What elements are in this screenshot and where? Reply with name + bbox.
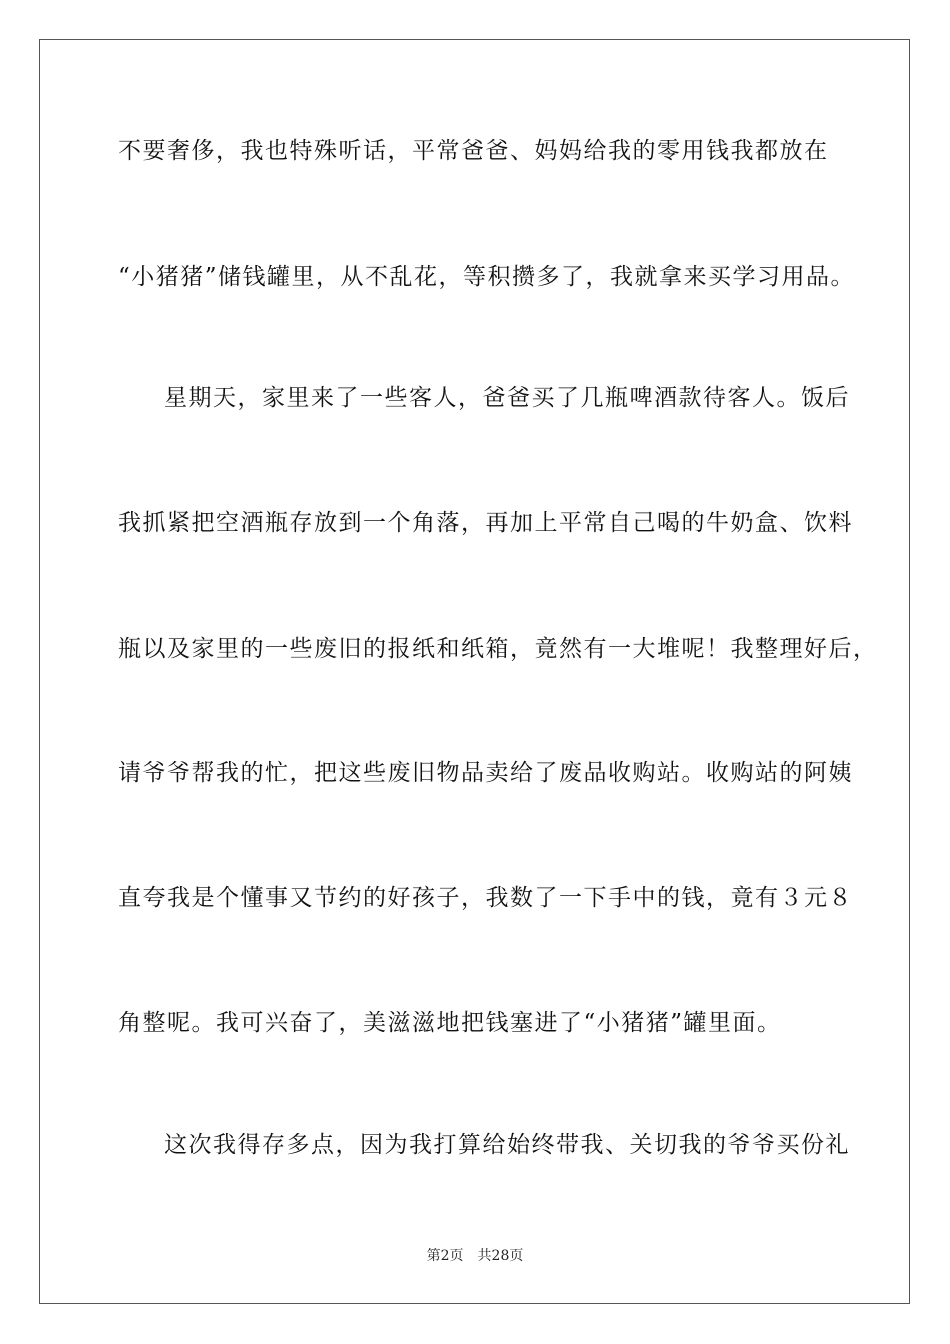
page-footer xyxy=(0,1247,950,1265)
paragraph-start-line: 这次我得存多点，因为我打算给始终带我、关切我的爷爷买份礼 xyxy=(164,1132,850,1158)
page-total: 共28页 xyxy=(477,1248,524,1264)
text-line: 不要奢侈，我也特殊听话，平常爸爸、妈妈给我的零用钱我都放在 xyxy=(118,138,829,164)
page-number: 第2页 xyxy=(426,1248,464,1264)
text-line: 请爷爷帮我的忙，把这些废旧物品卖给了废品收购站。收购站的阿姨 xyxy=(118,760,853,786)
text-line: 角整呢。我可兴奋了，美滋滋地把钱塞进了“小猪猪”罐里面。 xyxy=(118,1010,782,1036)
text-line: 我抓紧把空酒瓶存放到一个角落，再加上平常自己喝的牛奶盒、饮料 xyxy=(118,510,853,536)
text-line: “小猪猪”储钱罐里，从不乱花，等积攒多了，我就拿来买学习用品。 xyxy=(118,264,856,290)
text-line: 直夸我是个懂事又节约的好孩子，我数了一下手中的钱，竟有３元８ xyxy=(118,885,853,911)
page-border xyxy=(39,39,910,1304)
text-line: 瓶以及家里的一些废旧的报纸和纸箱，竟然有一大堆呢！我整理好后， xyxy=(118,636,878,662)
paragraph-start-line: 星期天，家里来了一些客人，爸爸买了几瓶啤酒款待客人。饭后 xyxy=(164,385,850,411)
